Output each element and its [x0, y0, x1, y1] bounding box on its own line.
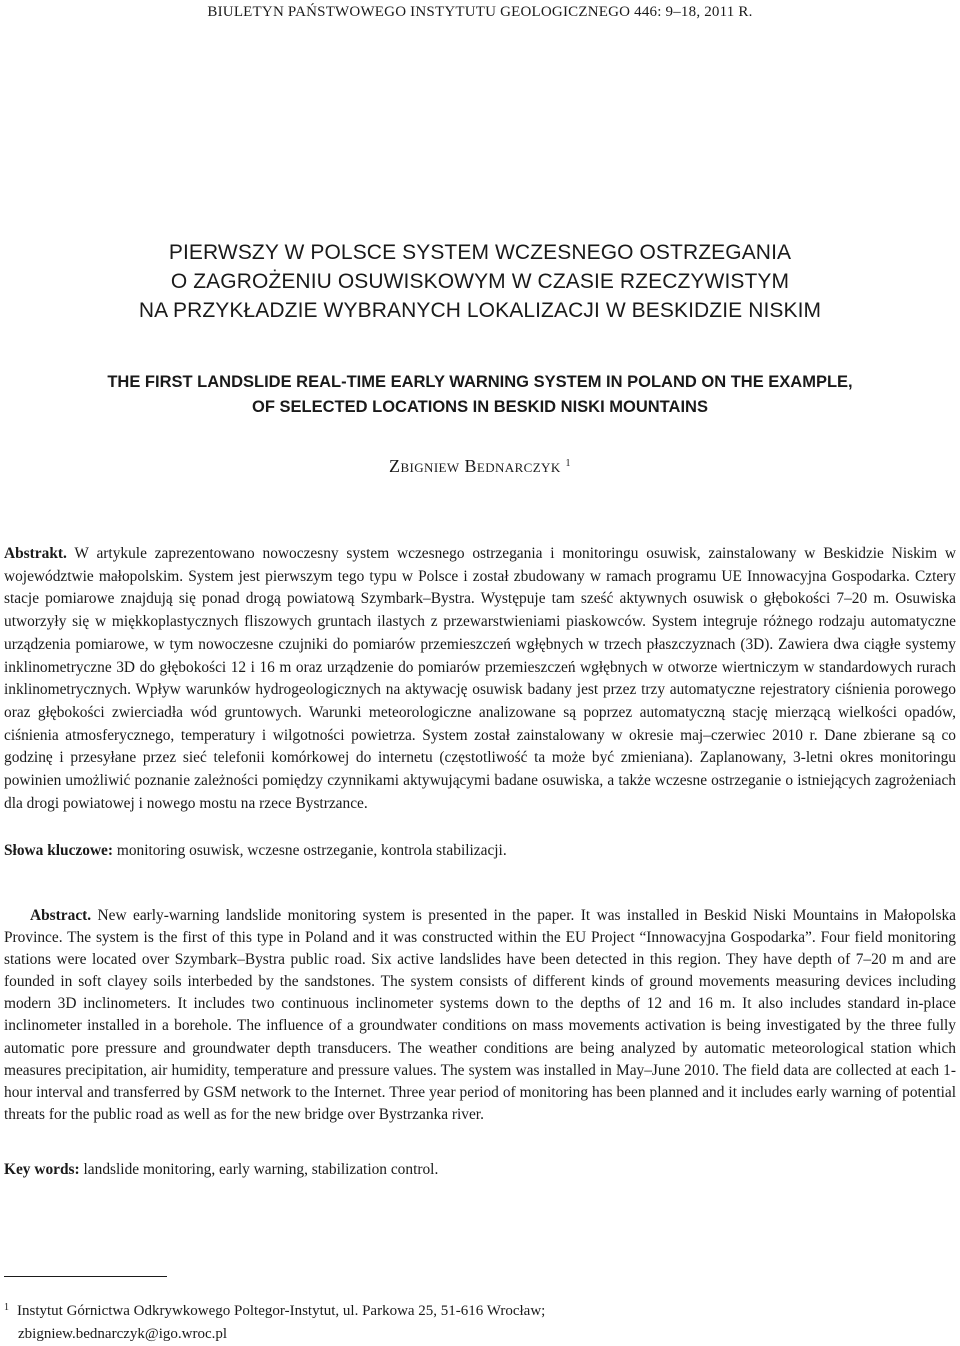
- author-name: Zbigniew Bednarczyk: [389, 456, 561, 476]
- author: [0, 456, 960, 477]
- running-head: BIULETYN PAŃSTWOWEGO INSTYTUTU GEOLOGICZNEGO 446: 9–18, 2011 R.: [207, 4, 753, 20]
- footnote-email[interactable]: zbigniew.bednarczyk@igo.wroc.pl: [18, 1326, 228, 1342]
- title-english: [20, 370, 940, 420]
- abstract-polish-text: W artykule zaprezentowano nowoczesny system wczesnego ostrzegania i monitoringu osuwisk, zainstalowany w Beskidzie Niskim w województwie małopolskim. System jest pierwszym tego typu w Polsce i został zbudowany w ramach programu UE Innowacyjna Gospodarka. Cztery stacje pomiarowe znajdują się ponad drogą powiatową Szymbark–Bystra. Występuje tam sześć aktywnych osuwisk o głębokości 7–20 m. Osuwiska utworzyły się w miękkoplastycznych fliszowych gruntach ilastych z przewarstwieniami piaskowców. System integruje różnego rodzaju automatyczne urządzenia pomiarowe, w tym nowoczesne czujniki do pomiarów przemieszczeń wgłębnych w trzech płaszczyznach (3D). Zawiera dwa ciągłe systemy inklinometryczne 3D do głębokości 12 i 16 m oraz urządzenie do pomiarów przemieszczeń wgłębnych w otworze wiertniczym w standardowych rurach inklinometrycznych. Wpływ warunków hydrogeologicznych na aktywację osuwisk badany jest przez trzy automatyczne rejestratory ciśnienia porowego oraz głębokości zwierciadła wód gruntowych. Warunki meteorologiczne analizowane są poprzez automatyczną stację mierzącą wielkości opadów, ciśnienia atmosferycznego, temperatury i wilgotności powietrza. System został zainstalowany w okresie maj–czerwiec 2010 r. Dane zbierane są co godzinę i przesyłane przez sieć telefonii komórkowej do internetu (częstotliwość ta może być zmieniana). Zaplanowany, 3-letni okres monitoringu powinien umożliwić poznanie zależności pomiędzy czynnikami aktywującymi badane osuwiska, a także wczesne ostrzeganie o istniejących zagrożeniach dla drogi powiatowej i nowego mostu na rzece Bystrzance.: [4, 545, 956, 812]
- keywords-polish-label: Słowa kluczowe:: [4, 842, 114, 859]
- keywords-english-text: landslide monitoring, early warning, stabilization control.: [83, 1161, 439, 1178]
- abstract-polish: [4, 543, 956, 815]
- keywords-english: [4, 1161, 956, 1179]
- keywords-polish: [4, 842, 956, 860]
- footnote-divider: [4, 1276, 167, 1277]
- title-english-line: THE FIRST LANDSLIDE REAL-TIME EARLY WARNING SYSTEM IN POLAND ON THE EXAMPLE,: [107, 373, 853, 391]
- title-polish-line: O ZAGROŻENIU OSUWISKOWYM W CZASIE RZECZYWISTYM: [170, 270, 790, 293]
- keywords-polish-text: monitoring osuwisk, wczesne ostrzeganie, kontrola stabilizacji.: [116, 842, 507, 859]
- title-polish-line: NA PRZYKŁADZIE WYBRANYCH LOKALIZACJI W BESKIDZIE NISKIM: [138, 299, 822, 322]
- footnote-mark: 1: [4, 1302, 9, 1313]
- abstract-polish-label: Abstrakt.: [4, 545, 67, 562]
- abstract-english: [4, 905, 956, 1126]
- footnote: [4, 1296, 944, 1346]
- abstract-english-text: New early-warning landslide monitoring system is presented in the paper. It was installed in Beskid Niski Mountains in Małopolska Province. The system is the first of this type in Poland and it was constructed within the EU Project “Innowacyjna Gospodarka”. Four field monitoring stations were located over Szymbark–Bystra public road. Six active landslides have been detected in this region. They have depth of 7–20 m and are founded in soft clayey soils interbeded by the sandstones. The system consists of different kinds of ground movements measuring devices including modern 3D inclinometers. It includes two continuous inclinometer systems down to the depths of 12 and 16 m. It also includes standard in-place inclinometer installed in a borehole. The influence of a groundwater conditions on mass movements activation is being investigated by the three fully automatic pore pressure and groundwater depth transducers. The weather conditions are being analyzed by automatic meteorological station which measures precipitation, air humidity, temperature and pressure values. The system was installed in May–June 2010. The field data are collected at each 1-hour interval and transferred by GSM network to the Internet. Three year period of monitoring has been planned and it includes early warning of potential threats for the public road as well as for the new bridge over Bystrzanka river.: [4, 907, 956, 1123]
- title-english-line: OF SELECTED LOCATIONS IN BESKID NISKI MOUNTAINS: [252, 398, 708, 416]
- title-polish-line: PIERWSZY W POLSCE SYSTEM WCZESNEGO OSTRZEGANIA: [168, 241, 792, 264]
- title-polish: [20, 238, 940, 325]
- keywords-english-label: Key words:: [4, 1161, 80, 1178]
- abstract-english-label: Abstract.: [30, 907, 92, 924]
- footnote-affiliation: Instytut Górnictwa Odkrywkowego Poltegor-Instytut, ul. Parkowa 25, 51-616 Wrocław;: [17, 1303, 546, 1319]
- author-footnote-mark: 1: [565, 458, 571, 469]
